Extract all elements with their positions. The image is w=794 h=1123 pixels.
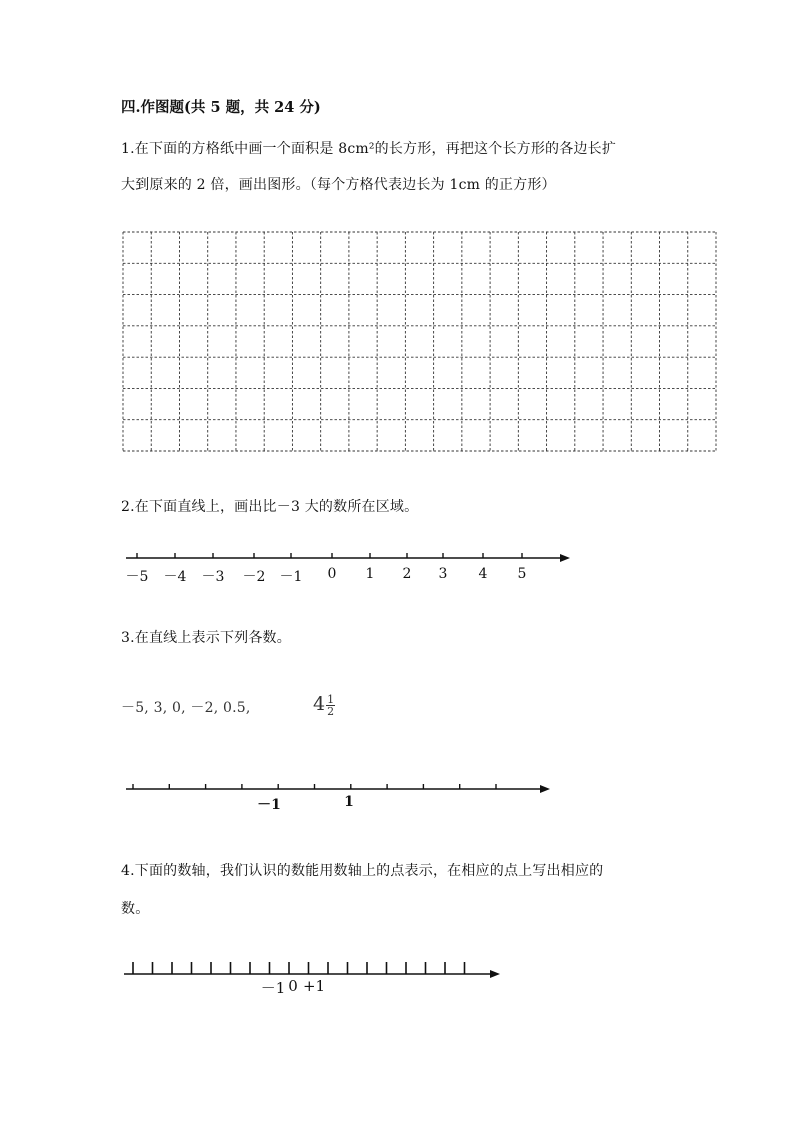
q2-tick-label: 0	[327, 566, 337, 582]
q2-tick-label: 5	[517, 566, 527, 582]
q3-mixed-denominator: 2	[327, 704, 335, 718]
section-title: 四.作图题(共 5 题，共 24 分)	[121, 99, 321, 116]
q1-text-line1: 1.在下面的方格纸中画一个面积是 8cm²的长方形，再把这个长方形的各边长扩	[121, 141, 617, 157]
q2-tick-label: －2	[242, 569, 266, 585]
q3-tick-label: －1	[257, 797, 281, 813]
q2-tick-label: －5	[125, 569, 149, 585]
q3-text: 3.在直线上表示下列各数。	[121, 630, 291, 646]
q4-text-line1: 4.下面的数轴，我们认识的数能用数轴上的点表示，在相应的点上写出相应的	[121, 863, 604, 879]
q4-text-line2: 数。	[121, 901, 150, 917]
q2-tick-label: －4	[163, 569, 187, 585]
q1-text-line2: 大到原来的 2 倍，画出图形。（每个方格代表边长为 1cm 的正方形）	[121, 177, 556, 193]
q2-tick-label: 4	[478, 566, 488, 582]
q2-text: 2.在下面直线上，画出比－3 大的数所在区域。	[121, 499, 419, 515]
q4-tick-label: 0	[288, 977, 298, 995]
q4-axis-arrow	[490, 970, 500, 978]
q2-tick-label: －3	[201, 569, 225, 585]
q2-tick-label: 2	[402, 566, 412, 582]
q3-numbers: －5, 3, 0, －2, 0.5,	[121, 700, 251, 716]
q4-tick-label: +1	[302, 977, 326, 995]
q4-tick-label: －1	[260, 979, 286, 997]
q3-mixed-whole: 4	[313, 693, 326, 715]
q3-tick-label: 1	[344, 794, 354, 810]
q2-tick-label: －1	[279, 569, 303, 585]
q3-mixed-numerator: 1	[327, 692, 335, 706]
q2-tick-label: 3	[438, 566, 448, 582]
q2-tick-label: 1	[365, 566, 375, 582]
